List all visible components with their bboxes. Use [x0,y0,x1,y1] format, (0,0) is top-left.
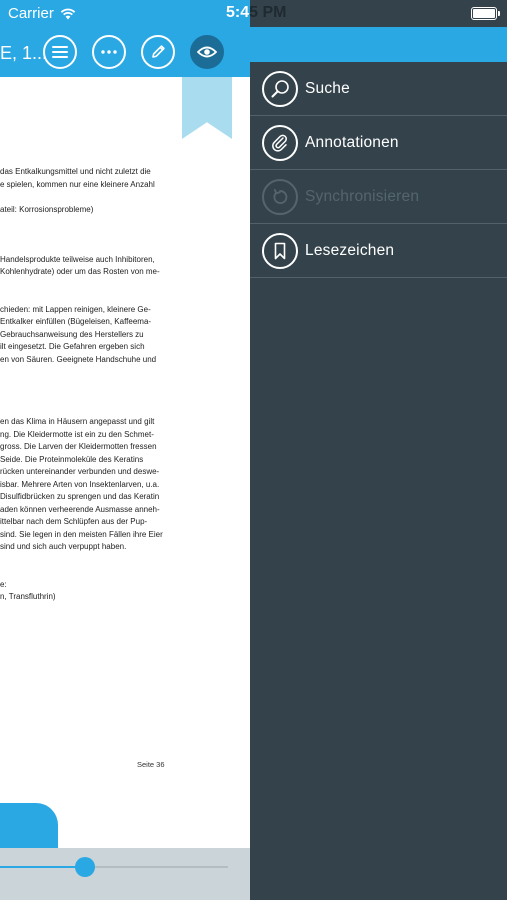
document-text-line [0,379,240,392]
page-slider-fill [0,866,85,868]
search-icon [262,71,298,107]
page-slider-bar [0,848,250,900]
page-number: Seite 36 [137,760,165,769]
document-text-line: sind und sich auch verpuppt haben. [0,542,127,551]
edit-button[interactable] [141,35,175,69]
document-text-line [0,391,240,404]
list-icon [52,45,68,59]
menu-item-search[interactable] [250,62,507,116]
document-text-line: chieden: mit Lappen reinigen, kleinere Ge- [0,304,151,314]
menu-header [250,27,507,62]
eye-icon [197,46,217,58]
document-text-line [0,291,240,304]
document-text-line: sind. Sie legen in den meisten Fällen ihre Eier [0,529,163,539]
document-text-line [0,554,240,567]
paperclip-icon [262,125,298,161]
document-panel [0,0,250,900]
status-time: 5:45 PM [226,4,287,21]
document-text-line: e spielen, kommen nur eine kleinere Anzahl [0,179,155,189]
document-text-line: das Entkalkungsmittel und nicht zuletzt die [0,167,151,176]
menu-item-label: Lesezeichen [305,241,395,259]
document-text-line: gross. Die Larven der Kleidermotten fressen [0,442,157,451]
document-page-text [0,166,240,604]
document-text-line: Gebrauchsanweisung des Herstellers zu [0,329,144,339]
document-text-line: ittelbar nach dem Schlüpfen aus der Pup- [0,517,148,526]
document-text-line [0,404,240,417]
more-button[interactable] [92,35,126,69]
document-text-line [0,366,240,379]
menu-item-annotations[interactable] [250,116,507,170]
document-text-line: Seide. Die Proteinmoleküle des Keratins [0,454,144,464]
carrier-info [8,5,76,22]
menu-item-bookmarks[interactable] [250,224,507,278]
battery-icon [471,7,497,20]
document-title[interactable]: E, 1... [0,43,48,63]
document-text-line: en von Säuren. Geeignete Handschuhe und [0,354,157,364]
document-text-line: Disulfidbrücken zu sprengen und das Keratin [0,492,160,501]
pencil-icon [150,44,166,60]
carrier-label: Carrier [8,5,54,22]
document-text-line [0,229,240,242]
sync-icon [262,179,298,215]
panel-toggle-tab[interactable] [0,803,58,848]
bookmark-ribbon[interactable] [182,77,232,139]
document-text-line: ateil: Korrosionsprobleme) [0,204,94,214]
document-text-line [0,241,240,254]
view-mode-button[interactable] [190,35,224,69]
bookmark-icon [262,233,298,269]
menu-item-label: Annotationen [305,133,399,151]
document-text-line [0,279,240,292]
document-text-line: ng. Die Kleidermotte ist ein zu den Schmet- [0,429,154,439]
document-text-line: ilt eingesetzt. Die Gefahren ergeben sich [0,342,145,351]
page-slider-thumb[interactable] [75,857,95,877]
toc-button[interactable] [43,35,77,69]
document-text-line: aden können verheerende Ausmasse anneh- [0,504,160,514]
document-text-line: n, Transfluthrin) [0,592,56,601]
wifi-icon [60,8,76,20]
document-text-line: Kohlenhydrate) oder um das Rosten von me- [0,267,160,276]
menu-item-label: Suche [305,79,350,97]
menu-item-sync[interactable] [250,170,507,224]
document-text-line: rücken untereinander verbunden und deswe- [0,467,160,476]
side-menu [250,0,507,900]
document-text-line: e: [0,579,7,589]
document-text-line [0,566,240,579]
document-text-line: en das Klima in Häusern angepasst und gilt [0,417,155,426]
document-text-line: Handelsprodukte teilweise auch Inhibitoren, [0,254,155,264]
document-text-line: Entkalker einfüllen (Bügeleisen, Kaffeema- [0,317,152,326]
document-text-line [0,191,240,204]
menu-item-label: Synchronisieren [305,187,420,205]
document-text-line [0,216,240,229]
document-text-line: isbar. Mehrere Arten von Insektenlarven, u.a. [0,479,160,489]
status-bar [0,0,507,26]
more-icon [101,50,117,54]
